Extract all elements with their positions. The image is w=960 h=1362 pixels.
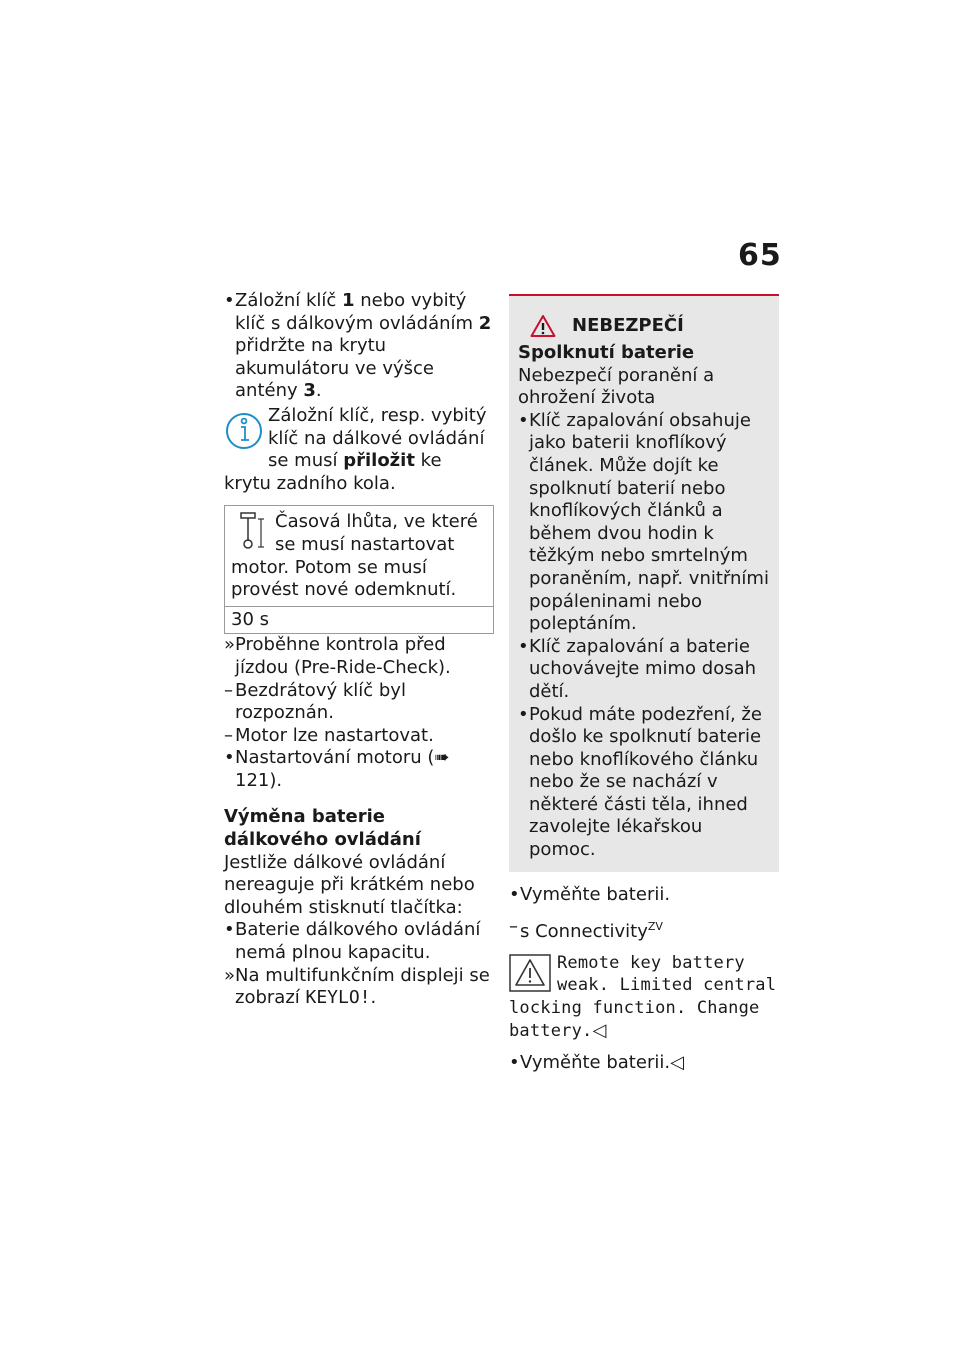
start-engine-text: Nastartování motoru ( [235,747,435,769]
page-reference-arrow-icon: ➠ [434,747,450,769]
bullet-marker: • [509,1052,520,1074]
danger-item [518,636,770,704]
right-column [509,294,779,1075]
bullet-marker: • [224,290,235,311]
danger-item-text: Klíč zapalování a baterie uchovávejte mimo dosah dětí. [529,635,757,702]
dash-item-key-recognized-text: Bezdrátový klíč byl rozpoznán. [235,679,406,724]
time-limit-value: 30 s [225,606,493,634]
display-text-post: . [370,987,377,1009]
danger-box [509,294,779,872]
end-mark-icon: ◁ [592,1019,607,1041]
warning-triangle-icon [530,314,556,338]
connectivity-superscript: ZV [647,920,663,934]
time-limit-box [224,505,494,634]
bullet-marker: • [224,919,235,941]
danger-subtitle: Nebezpečí poranění a ohrožení života [518,364,715,409]
dash-marker: – [509,916,518,938]
warning-note-icon [509,954,551,992]
result-marker: » [224,964,236,986]
replace-battery-text: Vyměňte baterii. [520,883,671,905]
dash-marker: – [224,724,233,746]
list-item-replace-battery-2 [509,1052,779,1075]
danger-item-text: Pokud máte podezření, že došlo ke spolknutí baterie nebo knoflíkového článku nebo že se nachází v některé části těla, ihned zavolejte lékařskou pomoc. [529,703,762,861]
timer-icon [235,511,269,551]
info-icon [224,407,264,451]
dash-item-motor-start [224,725,494,748]
danger-label: NEBEZPEČÍ [572,314,684,336]
page-number: 65 [738,238,782,273]
callout-3: 3 [303,380,316,402]
info-note [224,405,494,495]
replace-battery-text-2: Vyměňte baterii. [520,1052,671,1074]
list-item-hold-key [224,290,494,403]
hold-key-text-post: . [315,380,322,402]
list-item-start-engine [224,747,494,792]
result-pre-ride-check [224,634,494,679]
result-display-keylo [224,965,494,1010]
dash-item-key-recognized [224,680,494,725]
section-paragraph: Jestliže dálkové ovládání nereaguje při krátkém nebo dlouhém stisknutí tlačítka: [224,851,475,918]
dash-item-connectivity [509,916,779,944]
info-note-pre: Záložní klíč, resp. vybitý klíč na dálkové ovládání se musí [268,404,487,472]
info-note-bold: přiložit [343,450,415,472]
battery-capacity-text: Baterie dálkového ovládání nemá plnou kapacitu. [235,919,481,964]
info-note-post: ke krytu zadního kola. [224,450,442,494]
page-reference-link[interactable]: 121 [235,769,270,791]
display-code-keylo: KEYLO! [305,987,371,1009]
display-text-pre: Na multifunkčním displeji se zobrazí [235,964,490,1009]
list-item-battery-capacity [224,919,494,964]
hold-key-text-pre: Záložní klíč [235,290,342,311]
display-warning-text: Remote key battery weak. Limited central locking function. Change battery. [509,952,777,1041]
bullet-marker: • [509,883,520,905]
danger-item [518,410,770,636]
time-limit-text: Časová lhůta, ve které se musí nastartovat motor. Potom se musí provést nové odemknutí. [231,511,478,601]
dash-item-motor-start-text: Motor lze nastartovat. [235,724,434,746]
dash-marker: – [224,679,233,701]
display-warning-note [509,952,779,1042]
result-marker: » [224,634,236,656]
section-heading: Výměna baterie dálkového ovládání [224,806,421,851]
bullet-marker: • [518,409,529,431]
end-mark-icon: ◁ [670,1052,684,1074]
bullet-marker: • [224,747,235,769]
result-pre-ride-check-text: Proběhne kontrola před jízdou (Pre-Ride-Check). [235,634,451,678]
danger-item [518,704,770,862]
bullet-marker: • [518,703,529,725]
bullet-marker: • [518,635,529,657]
callout-2: 2 [478,312,492,334]
callout-1: 1 [342,290,355,311]
list-item-replace-battery [509,884,779,907]
hold-key-text-mid1: nebo vybitý klíč s dálkovým ovládáním [235,290,479,334]
hold-key-text-mid2: přidržte na krytu akumulátoru ve výšce antény [235,335,434,402]
danger-title: Spolknutí baterie [518,342,695,363]
danger-item-text: Klíč zapalování obsahuje jako baterii knoflíkový článek. Může dojít ke spolknutí baterií nebo knoflíkových článků a během dvou hodin k těžkým nebo smrtelným poraněním, např. vnitřními popáleninami nebo poleptáním. [529,409,769,635]
left-column [224,290,494,1010]
connectivity-text: s Connectivity [520,921,648,943]
start-engine-text-post: ). [269,769,283,791]
